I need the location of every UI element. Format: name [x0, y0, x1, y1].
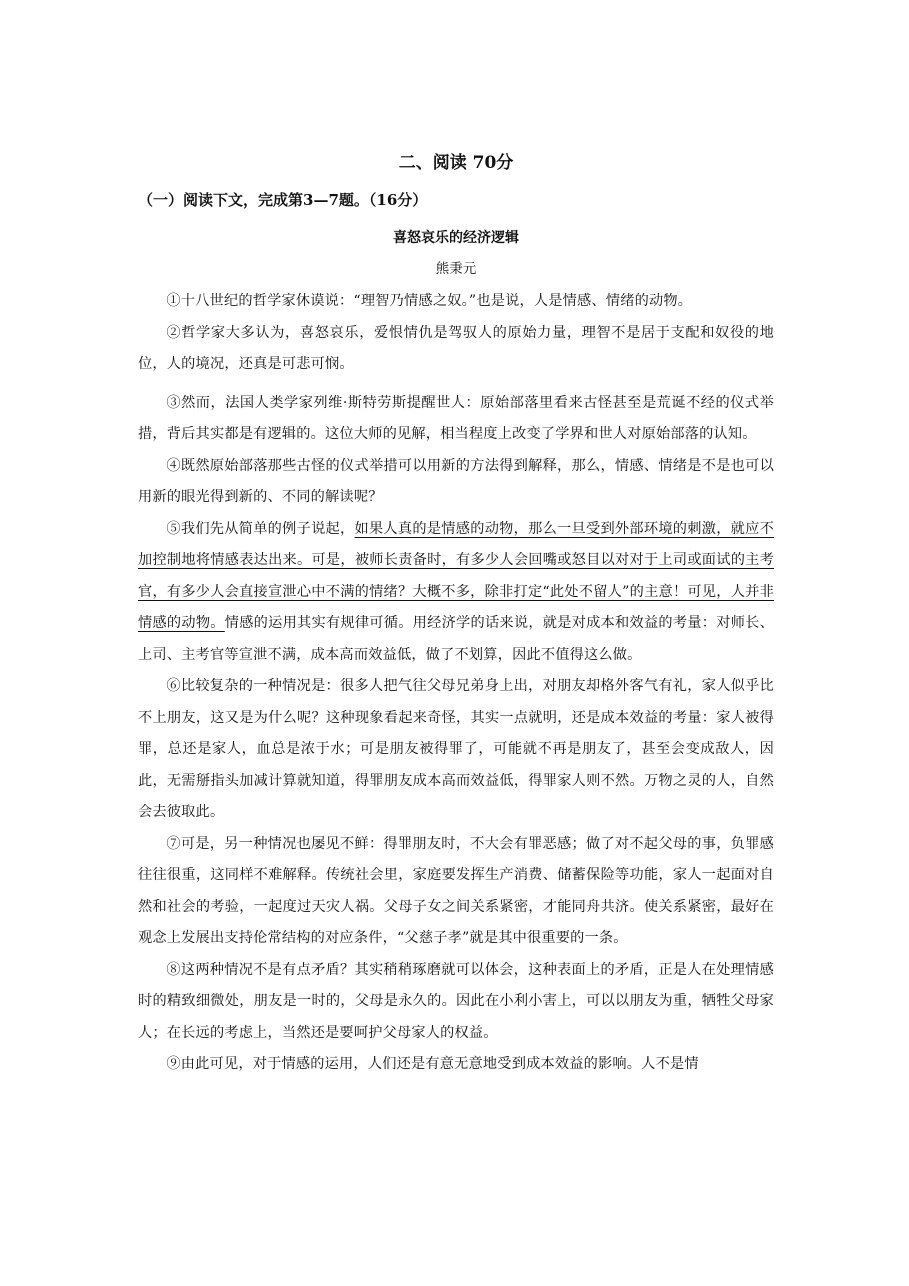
paragraph-5-tail: 情感的运用其实有规律可循。用经济学的话来说，就是对成本和效益的考量：对师长、上司、主考官等宣泄不满，成本高而效益低，做了不划算，因此不值得这么做。	[138, 615, 775, 663]
paragraph-9: ⑨由此可见，对于情感的运用，人们还是有意无意地受到成本效益的影响。人不是情	[166, 1056, 699, 1072]
section-title: 二、阅读 70分	[398, 153, 514, 173]
underlined-passage: 如果人真的是情感的动物，那么一旦受到外部环境的刺激，就应不加控制地将情感表达出来。可是，被师长责备时，有多少人会回嘴或怒目以对对于上司或面试的主考官，有多少人会直接宣泄心中不满的情绪？大概不多，除非打定“此处不留人”的主意！可见，人并非情感的动物。	[138, 520, 774, 631]
article-title: 喜怒哀乐的经济逻辑	[393, 230, 519, 246]
question-heading: （一）阅读下文，完成第3—7题。（16分）	[138, 191, 428, 209]
paragraph-8: ⑧这两种情况不是有点矛盾？其实稍稍琢磨就可以体会，这种表面上的矛盾，正是人在处理情感时的精致细微处，朋友是一时的，父母是永久的。因此在小利小害上，可以以朋友为重，牺牲父母家人；在长远的考虑上，当然还是要呵护父母家人的权益。	[138, 961, 774, 1041]
document-page	[138, 150, 774, 1081]
article-author: 熊秉元	[435, 261, 477, 277]
paragraph-5-lead: ⑤我们先从简单的例子说起，	[166, 520, 355, 537]
paragraph-4: ④既然原始部落那些古怪的仪式举措可以用新的方法得到解释，那么，情感、情绪是不是也可以用新的眼光得到新的、不同的解读呢？	[138, 457, 774, 505]
paragraph-7: ⑦可是，另一种情况也屡见不鲜：得罪朋友时，不大会有罪恶感；做了对不起父母的事，负罪感往往很重，这同样不难解释。传统社会里，家庭要发挥生产消费、储蓄保险等功能，家人一起面对自然和社会的考验，一起度过天灾人祸。父母子女之间关系紧密，才能同舟共济。使关系紧密，最好在观念上发展出支持伦常结构的对应条件，“父慈子孝”就是其中很重要的一条。	[138, 835, 774, 946]
paragraph-1: ①十八世纪的哲学家休谟说：“理智乃情感之奴。”也是说，人是情感、情绪的动物。	[166, 293, 693, 309]
paragraph-6: ⑥比较复杂的一种情况是：很多人把气往父母兄弟身上出，对朋友却格外客气有礼，家人似乎比不上朋友，这又是为什么呢？这种现象看起来奇怪，其实一点就明，还是成本效益的考量：家人被得罪，总还是家人，血总是浓于水；可是朋友被得罪了，可能就不再是朋友了，甚至会变成敌人，因此，无需掰指头加减计算就知道，得罪朋友成本高而效益低，得罪家人则不然。万物之灵的人，自然会去彼取此。	[138, 678, 774, 820]
paragraph-2: ②哲学家大多认为，喜怒哀乐，爱恨情仇是驾驭人的原始力量，理智不是居于支配和奴役的地位，人的境况，还真是可悲可悯。	[138, 324, 774, 372]
paragraph-3: ③然而，法国人类学家列维·斯特劳斯提醒世人：原始部落里看来古怪甚至是荒诞不经的仪式举措，背后其实都是有逻辑的。这位大师的见解，相当程度上改变了学界和世人对原始部落的认知。	[138, 394, 774, 442]
paragraph-5	[138, 514, 774, 672]
